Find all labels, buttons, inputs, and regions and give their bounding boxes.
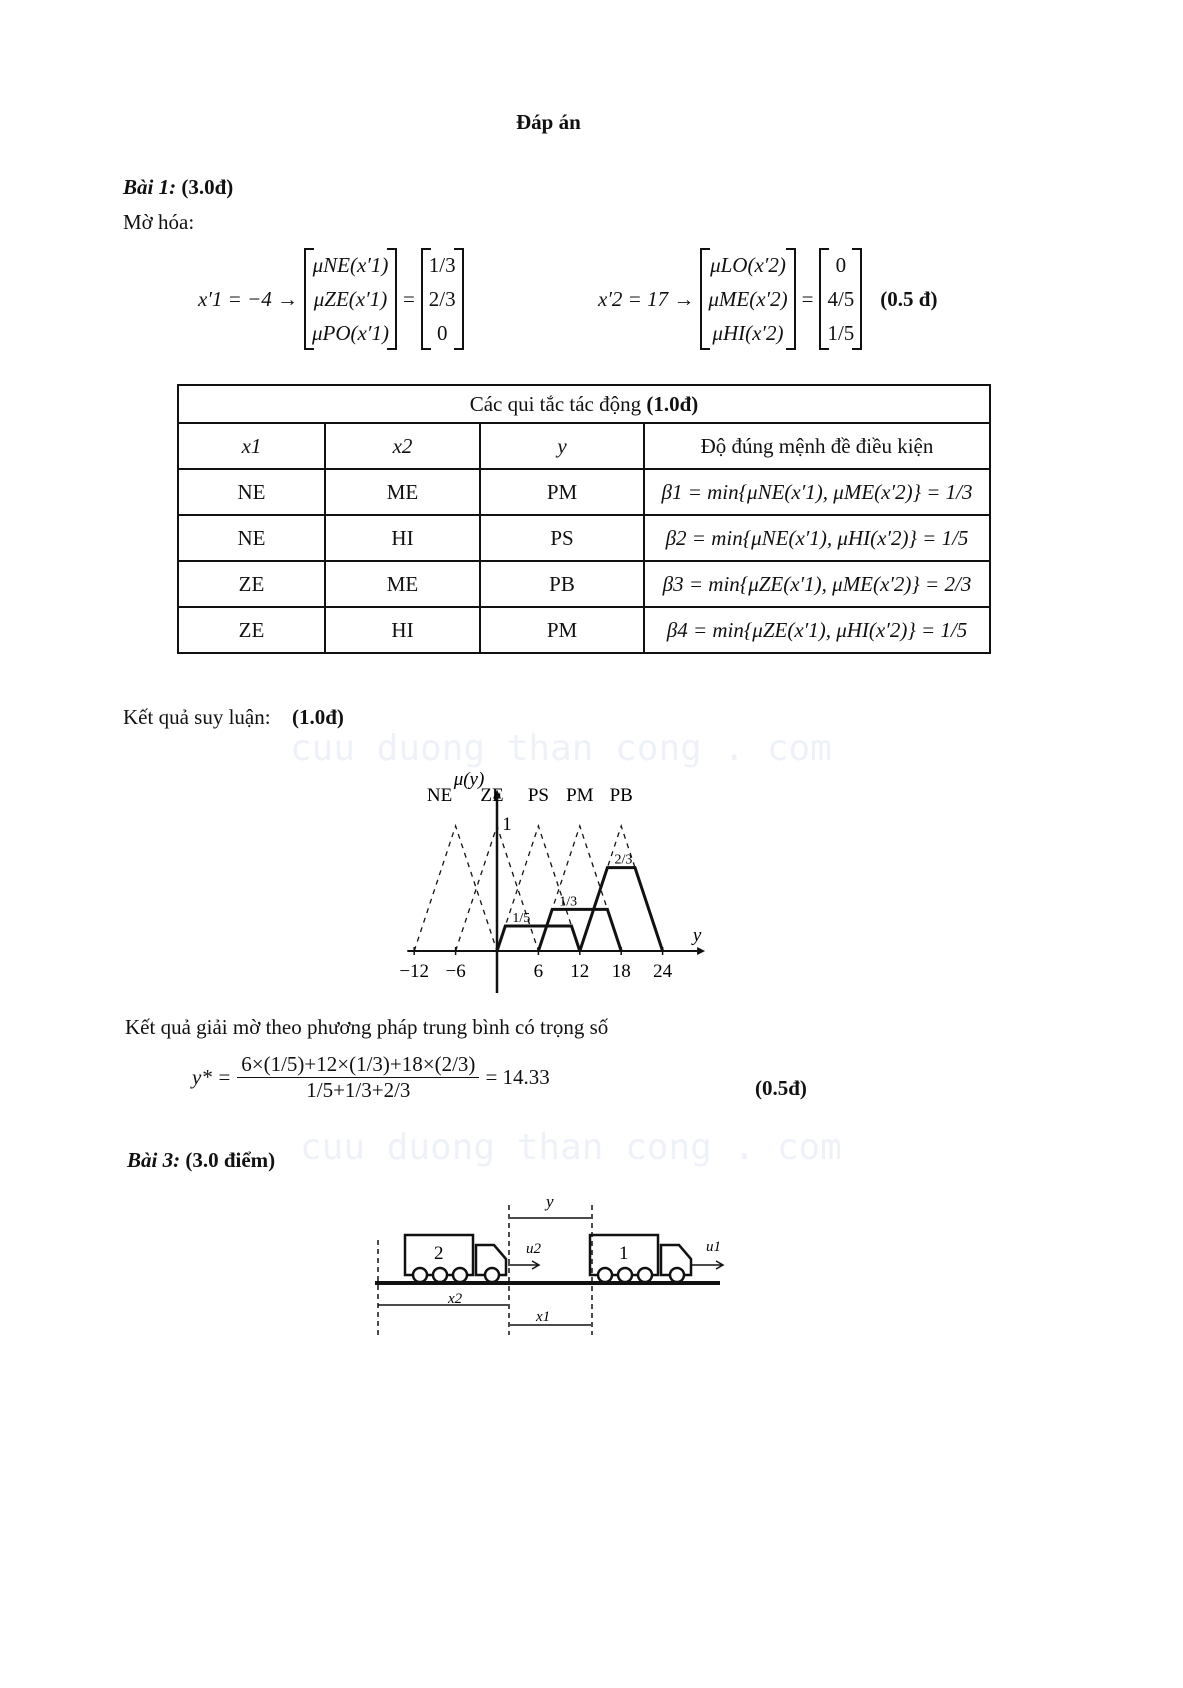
table-title: Các qui tắc tác động (1.0đ) — [178, 385, 990, 423]
clipped-pm — [538, 909, 621, 951]
page-title: Đáp án — [516, 110, 581, 134]
y-tick-label: 1 — [502, 814, 512, 835]
clip-label: 1/5 — [512, 911, 531, 926]
watermark: cuu duong than cong . com — [290, 728, 832, 769]
set-label-pb: PB — [609, 785, 633, 806]
table-row: NE HI PS β2 = min{μNE(x′1), μHI(x′2)} = 1/5 — [178, 515, 990, 561]
x-tick-label: −6 — [445, 961, 466, 982]
rules-table: Các qui tắc tác động (1.0đ) x1 x2 y Độ đúng mệnh đề điều kiện NE ME PM β1 = min{μNE(x′1), μME(x′2)} = 1/3 NE HI PS β2 = min{μNE(x′1), μHI(x′2)} = 1/5 ZE ME PB β3 = min{μZE(x′1), μME(x′2)} = 2/3 ZE HI PM β4 = min{μZE(x′1), μHI(x′2)} = 1/5 — [177, 384, 991, 654]
x2-label: x2 — [448, 1291, 463, 1307]
truck-1-label: 1 — [619, 1243, 629, 1264]
x2-fuzzification: x′2 = 17 → μLO(x′2) μME(x′2) μHI(x′2) = 0 4/5 1/5 (0.5 đ) — [598, 248, 937, 350]
membership-ps — [497, 826, 580, 951]
membership-pb — [580, 826, 663, 951]
u2-label: u2 — [526, 1241, 541, 1257]
defuzz-formula: y* = $\frac{6\times(1/5)+12\times(1/3)+18\times(2/3)}{1/5+1/3+2/3}$ = 14.33 — [192, 1052, 550, 1102]
clip-label: 2/3 — [614, 852, 633, 868]
bai1-heading: Bài 1: (3.0đ) — [123, 175, 234, 199]
y-label: y — [546, 1192, 554, 1211]
table-row: NE ME PM β1 = min{μNE(x′1), μME(x′2)} = 1/3 — [178, 469, 990, 515]
truck-1-icon — [590, 1235, 691, 1282]
set-label-ne: NE — [426, 785, 453, 806]
membership-ne — [414, 826, 497, 951]
truck-diagram — [370, 1185, 740, 1340]
set-label-ps: PS — [527, 785, 549, 806]
bai3-heading: Bài 3: (3.0 điểm) — [127, 1148, 276, 1172]
defuzz-points: (0.5đ) — [755, 1076, 807, 1100]
watermark: cuu duong than cong . com — [300, 1127, 842, 1168]
inference-label: Kết quả suy luận: — [123, 705, 271, 729]
fuzzy-output-chart — [380, 760, 720, 1000]
truck-2-icon — [405, 1235, 506, 1282]
x-tick-label: 12 — [570, 961, 590, 982]
inference-points: (1.0đ) — [292, 705, 344, 729]
x1-fuzzification: x′1 = −4 → μNE(x′1) μZE(x′1) μPO(x′1) = 1/3 2/3 0 — [198, 248, 464, 350]
set-label-pm: PM — [566, 785, 594, 806]
fuzzify-label: Mờ hóa: — [123, 210, 195, 234]
x1-label: x1 — [536, 1309, 551, 1325]
set-label-ze: ZE — [480, 785, 504, 806]
membership-pm — [538, 826, 621, 951]
defuzz-label: Kết quả giải mờ theo phương pháp trung bình có trọng số — [125, 1015, 609, 1039]
table-row: ZE ME PB β3 = min{μZE(x′1), μME(x′2)} = 2/3 — [178, 561, 990, 607]
table-row: ZE HI PM β4 = min{μZE(x′1), μHI(x′2)} = 1/5 — [178, 607, 990, 653]
x-axis-arrow — [697, 947, 705, 955]
y-axis-label: μ(y) — [453, 768, 485, 790]
clipped-pb — [580, 868, 663, 951]
x-tick-label: −12 — [399, 961, 430, 982]
u1-label: u1 — [706, 1239, 721, 1255]
clip-label: 1/3 — [559, 894, 578, 910]
x-tick-label: 6 — [533, 961, 544, 982]
x-tick-label: 18 — [611, 961, 631, 982]
x-tick-label: 24 — [653, 961, 673, 982]
x-axis-label: y — [692, 925, 702, 946]
truck-2-label: 2 — [434, 1243, 444, 1264]
